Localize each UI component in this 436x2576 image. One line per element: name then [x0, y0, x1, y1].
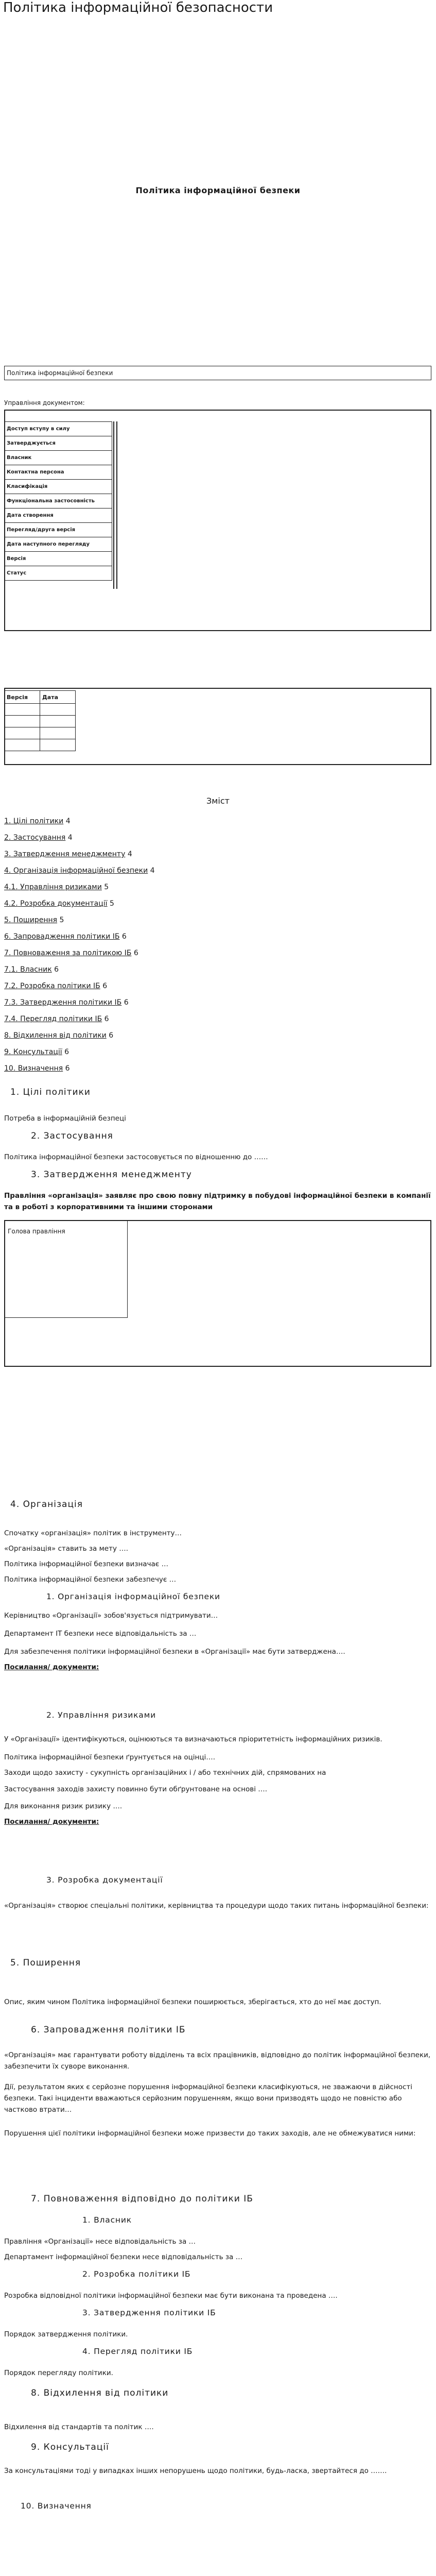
- doc-info-field-label: Статус: [5, 566, 112, 581]
- signature-cell[interactable]: [4, 1220, 128, 1318]
- paragraph-line: Політика інформаційної безпеки ґрунтується на оцінці….: [4, 1753, 216, 1761]
- toc-link[interactable]: [4, 982, 100, 990]
- toc-item-text: Консультації: [13, 1048, 62, 1056]
- section-4-1-heading: 1. Організація інформаційної безпеки: [46, 1592, 220, 1601]
- toc-link[interactable]: [4, 1064, 63, 1073]
- toc-item[interactable]: [4, 928, 155, 945]
- section-9-heading: 9. Консультації: [31, 2442, 109, 2452]
- doc-info-divider-2: [116, 421, 117, 589]
- toc-item-text: Розробка політики ІБ: [20, 982, 100, 990]
- paragraph-line: Для забезпечення політики інформаційної безпеки в «Організації» має бути затверджена….: [4, 1648, 345, 1656]
- toc-item-page: 6: [65, 1064, 70, 1073]
- toc-item-page: 6: [124, 998, 129, 1007]
- toc-item-number: 7.2.: [4, 982, 18, 990]
- toc-item[interactable]: [4, 1027, 155, 1044]
- paragraph-line: Застосування заходів захисту повинно бути обґрунтоване на основі ….: [4, 1785, 268, 1793]
- paragraph-line: Політика інформаційної безпеки забезпечує …: [4, 1575, 177, 1584]
- toc-item-text: Поширення: [13, 916, 58, 924]
- date-cell[interactable]: [40, 727, 76, 739]
- section-1-title: Цілі політики: [23, 1087, 91, 1097]
- toc-item[interactable]: [4, 945, 155, 961]
- toc-item-text: Власник: [20, 965, 52, 974]
- version-cell[interactable]: [5, 704, 40, 716]
- toc-item[interactable]: [4, 994, 155, 1011]
- toc-link[interactable]: [4, 965, 52, 974]
- section-7-2-heading: 2. Розробка політики ІБ: [82, 2269, 191, 2279]
- toc-link[interactable]: [4, 900, 108, 908]
- date-col-header: Дата: [40, 691, 76, 704]
- toc-item[interactable]: [4, 829, 155, 846]
- title-box-cell[interactable]: Політика інформаційної безпеки: [5, 366, 431, 380]
- date-cell[interactable]: [40, 739, 76, 751]
- toc-item[interactable]: [4, 846, 155, 862]
- section-7-1-line-1: Правління «Організації» несе відповідальність за …: [4, 2238, 196, 2246]
- toc-item-number: 8.: [4, 1031, 11, 1040]
- toc-item[interactable]: [4, 862, 155, 879]
- toc-item-number: 2.: [4, 834, 11, 842]
- section-4-3-heading: 3. Розробка документації: [46, 1875, 163, 1885]
- toc-item-number: 5.: [4, 916, 11, 924]
- toc-link[interactable]: [4, 817, 63, 825]
- section-5-heading: 5. Поширення: [10, 1958, 81, 1968]
- toc-item[interactable]: [4, 1044, 155, 1060]
- section-1-heading: [10, 1087, 91, 1097]
- section-1-num: 1.: [10, 1087, 20, 1097]
- paragraph-line: Політика інформаційної безпеки визначає …: [4, 1560, 169, 1568]
- toc-item-text: Затвердження менеджменту: [13, 850, 126, 858]
- paragraph-line: Керівництво «Організації» зобов'язується підтримувати…: [4, 1612, 218, 1620]
- paragraph-line: Департамент ІТ безпеки несе відповідальність за …: [4, 1630, 197, 1638]
- toc-item-page: 4: [67, 834, 73, 842]
- toc-item-page: 6: [54, 965, 59, 974]
- signature-label: Голова правління: [8, 1228, 65, 1235]
- toc-item-number: 10.: [4, 1064, 16, 1073]
- toc-link[interactable]: [4, 949, 131, 957]
- date-cell[interactable]: [40, 716, 76, 727]
- toc-item-text: Запровадження політики ІБ: [13, 933, 120, 941]
- toc-item[interactable]: [4, 1060, 155, 1077]
- doc-info-field-label: Версія: [5, 552, 112, 566]
- toc-item-page: 6: [104, 1015, 109, 1023]
- paragraph-line: Заходи щодо захисту - сукупність організаційних і / або технічних дій, спрямованих на: [4, 1769, 326, 1777]
- toc-item-page: 5: [104, 883, 109, 891]
- section-6-heading: 6. Запровадження політики ІБ: [31, 2025, 186, 2035]
- toc-item-number: 6.: [4, 933, 11, 941]
- doc-info-field-label: Затверджується: [5, 436, 112, 451]
- toc-item-text: Організація інформаційної безпеки: [13, 867, 148, 875]
- toc-item[interactable]: [4, 813, 155, 829]
- doc-info-field-label: Функціональна застосовність: [5, 494, 112, 509]
- paragraph-line: Для виконання ризик ризику ….: [4, 1802, 123, 1810]
- toc-item-page: 6: [133, 949, 138, 957]
- toc-item[interactable]: [4, 912, 155, 928]
- section-7-4-text: Порядок перегляду політики.: [4, 2369, 113, 2377]
- doc-info-field-label: Класифікація: [5, 480, 112, 494]
- toc-item[interactable]: [4, 978, 155, 994]
- toc-item-number: 9.: [4, 1048, 11, 1056]
- toc-item-page: 4: [127, 850, 132, 858]
- paragraph-line: У «Організації» ідентифікуються, оцінюються та визначаються пріоритетність інформаційних ризиків.: [4, 1735, 382, 1743]
- version-col-header: Версія: [5, 691, 40, 704]
- toc-item-number: 3.: [4, 850, 11, 858]
- toc-item-page: 5: [59, 916, 64, 924]
- doc-info-field-label: Дата створення: [5, 509, 112, 523]
- section-1-text: Потреба в інформаційній безпеці: [4, 1114, 126, 1123]
- toc-item-text: Управління ризиками: [20, 883, 102, 891]
- toc-item-number: 7.3.: [4, 998, 18, 1007]
- toc-link[interactable]: [4, 883, 102, 891]
- paragraph-line: Спочатку «організація» політик в інструменту…: [4, 1529, 182, 1537]
- doc-info-field-label: Перегляд/друга версія: [5, 523, 112, 537]
- toc-title: Зміст: [206, 796, 230, 806]
- toc-item-number: 4.2.: [4, 900, 18, 908]
- toc-item-text: Затвердження політики ІБ: [20, 998, 122, 1007]
- section-8-heading: 8. Відхилення від політики: [31, 2388, 169, 2398]
- paragraph-line: Посилання/ документи:: [4, 1818, 99, 1826]
- toc-item-page: 6: [102, 982, 108, 990]
- document-heading: Політика інформаційної безпеки: [135, 185, 301, 195]
- section-7-2-text: Розробка відповідної політики інформаційної безпеки має бути виконана та проведена ….: [4, 2292, 338, 2300]
- toc-item-number: 4.1.: [4, 883, 18, 891]
- section-6-text-3: Порушення цієї політики інформаційної безпеки може призвести до таких заходів, але не обмежуватися ними:: [4, 2129, 416, 2138]
- paragraph-line: «Організація» ставить за мету ….: [4, 1545, 129, 1553]
- date-cell[interactable]: [40, 704, 76, 716]
- toc-item-number: 7.: [4, 949, 11, 957]
- toc-item-text: Розробка документації: [20, 900, 108, 908]
- document-title: Політика інформаційної безопасности: [3, 0, 273, 15]
- section-7-1-line-2: Департамент інформаційної безпеки несе відповідальність за …: [4, 2253, 243, 2261]
- section-9-text: За консультаціями тоді у випадках інших непорушень щодо політики, будь-ласка, звертайтеся до …….: [4, 2467, 387, 2475]
- section-4-3-text: «Організація» створює спеціальні політики, керівництва та процедури щодо таких питань інформаційної безпеки:: [4, 1902, 429, 1910]
- section-3-heading: 3. Затвердження менеджменту: [31, 1170, 192, 1180]
- toc-link[interactable]: [4, 834, 65, 842]
- section-3-text: Правління «організація» заявляє про свою повну підтримку в побудові інформаційної безпеки в компанії та в роботі з корпоративними та іншими сторонами: [4, 1192, 431, 1211]
- toc-link[interactable]: [4, 1015, 102, 1023]
- toc-item-number: 7.4.: [4, 1015, 18, 1023]
- doc-info-field-label: Власник: [5, 451, 112, 465]
- toc-item[interactable]: [4, 1011, 155, 1027]
- section-7-1-heading: 1. Власник: [82, 2215, 132, 2225]
- toc-link[interactable]: [4, 933, 119, 941]
- toc-item-text: Визначення: [18, 1064, 63, 1073]
- toc-link[interactable]: [4, 867, 148, 875]
- section-5-text: Опис, яким чином Політика інформаційної безпеки поширюється, зберігається, хто до неї має доступ.: [4, 1998, 381, 2006]
- toc-item-number: 1.: [4, 817, 11, 825]
- toc-item-page: 5: [110, 900, 114, 908]
- version-cell[interactable]: [5, 727, 40, 739]
- title-box: [4, 366, 431, 380]
- toc-item-text: Повноваження за політикою ІБ: [13, 949, 132, 957]
- version-cell[interactable]: [5, 739, 40, 751]
- doc-info-table: [4, 421, 112, 581]
- toc-item-text: Відхилення від політики: [13, 1031, 107, 1040]
- toc-item-text: Цілі політики: [13, 817, 64, 825]
- doc-info-field-label: Контактна персона: [5, 465, 112, 480]
- toc-item-page: 6: [121, 933, 127, 941]
- toc-item-page: 6: [64, 1048, 69, 1056]
- toc-item-page: 4: [65, 817, 71, 825]
- toc-item[interactable]: [4, 879, 155, 895]
- section-7-heading: 7. Повноваження відповідно до політики ІБ: [31, 2194, 253, 2204]
- version-table: [4, 690, 76, 751]
- section-2-heading: 2. Застосування: [31, 1131, 113, 1141]
- toc-item-page: 4: [150, 867, 155, 875]
- toc-item-number: 4.: [4, 867, 11, 875]
- section-10-heading: 10. Визначення: [21, 2501, 92, 2511]
- doc-info-field-label: Доступ вступу в силу: [5, 422, 112, 436]
- toc-link[interactable]: [4, 1048, 62, 1056]
- version-cell[interactable]: [5, 716, 40, 727]
- section-6-text-2: Дії, результатом яких є серйозне порушення інформаційної безпеки класифікуються, не зважаючи в дійсності безпеки. Такі інциденти вважаються серйозним порушенням, якщо вони призводять щодо не повністю або частково втрати…: [4, 2083, 413, 2114]
- doc-info-divider: [113, 421, 114, 589]
- toc-item[interactable]: [4, 895, 155, 912]
- section-7-3-text: Порядок затвердження політики.: [4, 2330, 128, 2338]
- toc-item-number: 7.1.: [4, 965, 18, 974]
- section-4-heading: 4. Організація: [10, 1499, 83, 1510]
- doc-info-label: Управління документом:: [4, 399, 85, 406]
- table-of-contents: [4, 813, 155, 1077]
- doc-info-field-label: Дата наступного перегляду: [5, 537, 112, 552]
- toc-item-text: Застосування: [13, 834, 66, 842]
- toc-link[interactable]: [4, 916, 57, 924]
- paragraph-line: Посилання/ документи:: [4, 1663, 99, 1671]
- section-7-4-heading: 4. Перегляд політики ІБ: [82, 2347, 193, 2356]
- section-4-2-heading: 2. Управління ризиками: [46, 1710, 156, 1720]
- section-2-text: Політика інформаційної безпеки застосовується по відношенню до ……: [4, 1153, 268, 1161]
- section-7-3-heading: 3. Затвердження політики ІБ: [82, 2308, 216, 2317]
- section-6-text-1: «Організація» має гарантувати роботу відділень та всіх працівників, відповідно до політик інформаційної безпеки, забезпечити їх суворе виконання.: [4, 2051, 431, 2071]
- toc-link[interactable]: [4, 1031, 107, 1040]
- toc-item-page: 6: [109, 1031, 114, 1040]
- toc-item[interactable]: [4, 961, 155, 978]
- toc-link[interactable]: [4, 850, 125, 858]
- toc-link[interactable]: [4, 998, 121, 1007]
- section-8-text: Відхилення від стандартів та політик ….: [4, 2423, 154, 2431]
- toc-item-text: Перегляд політики ІБ: [20, 1015, 102, 1023]
